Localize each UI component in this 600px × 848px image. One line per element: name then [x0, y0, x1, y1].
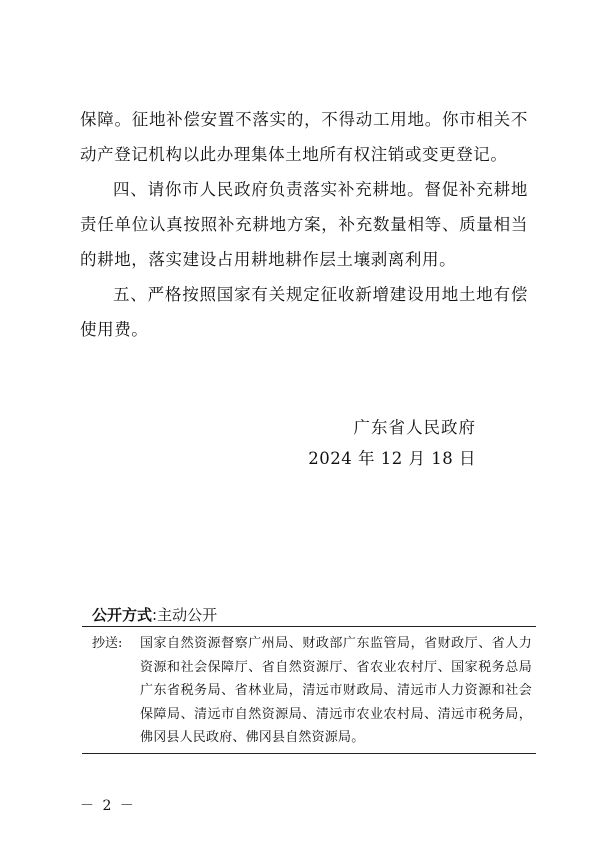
page-number: － 2 －: [80, 798, 136, 814]
paragraph-continuation: 保障。征地补偿安置不落实的，不得动工用地。你市相关不动产登记机构以此办理集体土地所有权注销或变更登记。: [80, 110, 528, 164]
signature-date: 2024 年 12 月 18 日: [308, 449, 476, 468]
publication-value: 主动公开: [157, 606, 218, 624]
publication-label: 公开方式: [92, 606, 153, 624]
paragraph-item-four: 四、请你市人民政府负责落实补充耕地。督促补充耕地责任单位认真按照补充耕地方案，补充数量相等、质量相当的耕地，落实建设占用耕地耕作层土壤剥离利用。: [80, 180, 528, 269]
cc-recipients: 国家自然资源督察广州局、财政部广东监管局，省财政厅、省人力资源和社会保障厅、省自然资源厅、省农业农村厅、国家税务总局广东省税务局、省林业局，清远市财政局、清远市人力资源和社会保障局、清远市自然资源局、清远市农业农村局、清远市税务局，佛冈县人民政府、佛冈县自然资源局。: [140, 636, 532, 746]
cc-label: 抄送:: [92, 636, 123, 651]
top-divider: [82, 626, 536, 627]
publication-separator: :: [152, 606, 158, 624]
bottom-divider: [82, 753, 536, 754]
paragraph-item-five: 五、严格按照国家有关规定征收新增建设用地土地有偿使用费。: [80, 285, 528, 339]
publication-method: [92, 604, 217, 625]
signature-organization: 广东省人民政府: [353, 418, 476, 437]
cc-block: [92, 632, 532, 750]
body-text: [80, 102, 528, 347]
